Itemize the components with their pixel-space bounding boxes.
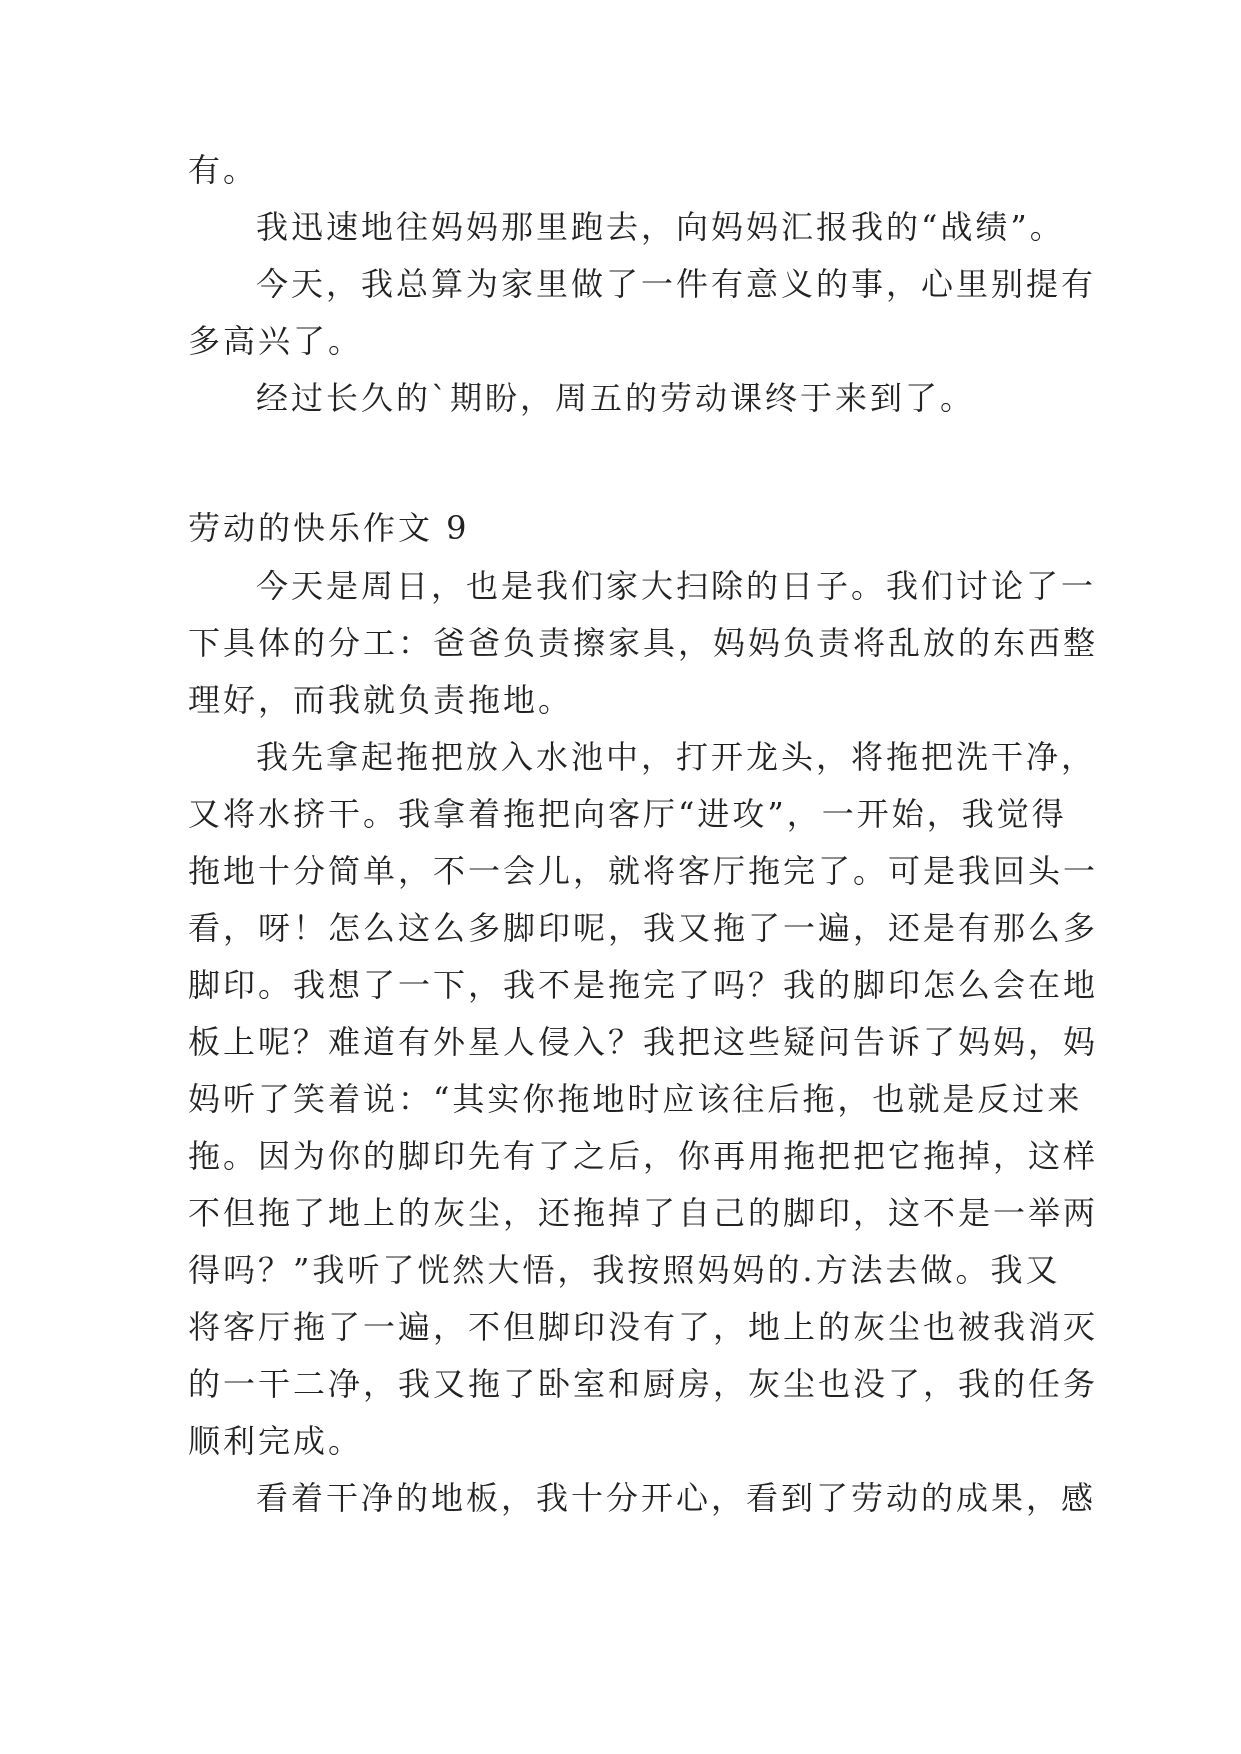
text-line: 看，呀！怎么这么多脚印呢，我又拖了一遍，还是有那么多 xyxy=(188,909,1099,947)
text-line: 我先拿起拖把放入水池中，打开龙头，将拖把洗干净， xyxy=(256,738,1097,776)
text-line: 拖地十分简单，不一会儿，就将客厅拖完了。可是我回头一 xyxy=(188,852,1099,890)
text-line: 的一干二净，我又拖了卧室和厨房，灰尘也没了，我的任务 xyxy=(188,1365,1099,1403)
text-line: 得吗？”我听了恍然大悟，我按照妈妈的.方法去做。我又 xyxy=(188,1251,1061,1289)
text-line: 多高兴了。 xyxy=(188,322,364,360)
text-line: 又将水挤干。我拿着拖把向客厅“进攻”，一开始，我觉得 xyxy=(188,795,1067,833)
text-line: 顺利完成。 xyxy=(188,1422,364,1460)
text-line: 理好，而我就负责拖地。 xyxy=(188,681,574,719)
text-line: 不但拖了地上的灰尘，还拖掉了自己的脚印，这不是一举两 xyxy=(188,1194,1099,1232)
section-heading: 劳动的快乐作文 9 xyxy=(188,509,470,547)
text-line: 拖。因为你的脚印先有了之后，你再用拖把把它拖掉，这样 xyxy=(188,1137,1099,1175)
text-line: 有。 xyxy=(188,151,259,189)
text-line: 板上呢？难道有外星人侵入？我把这些疑问告诉了妈妈，妈 xyxy=(188,1023,1099,1061)
text-line: 将客厅拖了一遍，不但脚印没有了，地上的灰尘也被我消灭 xyxy=(188,1308,1099,1346)
text-line: 脚印。我想了一下，我不是拖完了吗？我的脚印怎么会在地 xyxy=(188,966,1099,1004)
text-line: 看着干净的地板，我十分开心，看到了劳动的成果，感 xyxy=(256,1479,1097,1517)
text-line: 下具体的分工：爸爸负责擦家具，妈妈负责将乱放的东西整 xyxy=(188,624,1099,662)
text-line: 今天是周日，也是我们家大扫除的日子。我们讨论了一 xyxy=(256,567,1097,605)
text-line: 妈听了笑着说：“其实你拖地时应该往后拖，也就是反过来 xyxy=(188,1080,1083,1118)
text-line: 今天，我总算为家里做了一件有意义的事，心里别提有 xyxy=(256,265,1097,303)
text-line: 经过长久的`期盼，周五的劳动课终于来到了。 xyxy=(256,379,976,417)
text-line: 我迅速地往妈妈那里跑去，向妈妈汇报我的“战绩”。 xyxy=(256,208,1065,246)
